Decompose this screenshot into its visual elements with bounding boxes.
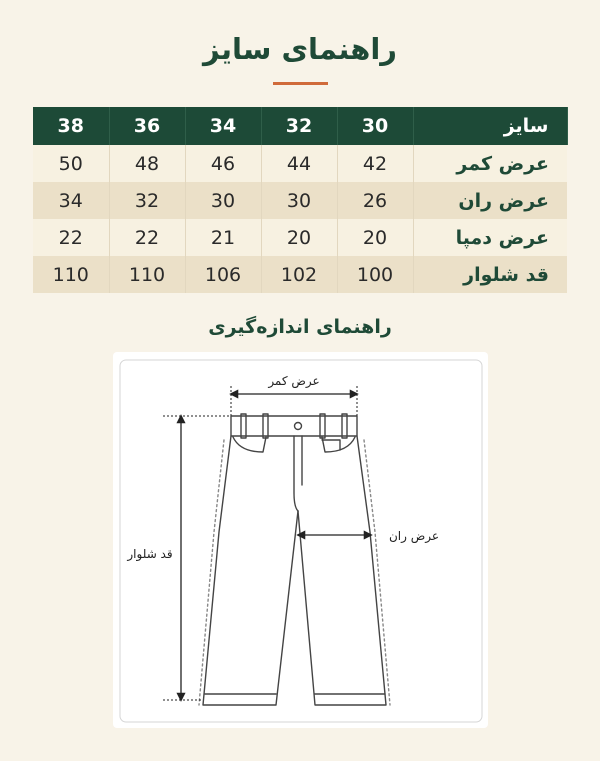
row-label: قد شلوار xyxy=(413,256,567,293)
table-cell: 26 xyxy=(337,182,413,219)
row-label: عرض ران xyxy=(413,182,567,219)
header-size-36: 36 xyxy=(109,107,185,145)
title-underline xyxy=(273,82,328,85)
table-cell: 50 xyxy=(33,145,109,182)
measurement-diagram xyxy=(113,352,488,728)
table-cell: 21 xyxy=(185,219,261,256)
table-cell: 44 xyxy=(261,145,337,182)
button-icon xyxy=(295,423,302,430)
table-cell: 46 xyxy=(185,145,261,182)
table-cell: 100 xyxy=(337,256,413,293)
thigh-label: عرض ران xyxy=(388,529,440,543)
header-label: سایز xyxy=(413,107,567,145)
table-cell: 42 xyxy=(337,145,413,182)
waist-label: عرض کمر xyxy=(268,374,320,388)
header-size-30: 30 xyxy=(337,107,413,145)
table-cell: 102 xyxy=(261,256,337,293)
table-cell: 30 xyxy=(185,182,261,219)
table-header-row xyxy=(33,107,567,145)
header-size-32: 32 xyxy=(261,107,337,145)
page-title: راهنمای سایز xyxy=(203,32,397,66)
table-cell: 22 xyxy=(33,219,109,256)
pants-outline xyxy=(199,414,390,705)
table-cell: 34 xyxy=(33,182,109,219)
table-row xyxy=(33,256,567,293)
table-cell: 20 xyxy=(337,219,413,256)
table-cell: 106 xyxy=(185,256,261,293)
table-cell: 30 xyxy=(261,182,337,219)
measurement-guide-title: راهنمای اندازه‌گیری xyxy=(208,316,392,338)
table-cell: 32 xyxy=(109,182,185,219)
table-row xyxy=(33,182,567,219)
table-cell: 110 xyxy=(109,256,185,293)
table-cell: 20 xyxy=(261,219,337,256)
pants-diagram-svg xyxy=(113,352,488,728)
header-size-34: 34 xyxy=(185,107,261,145)
length-label: قد شلوار xyxy=(127,547,173,561)
header-size-38: 38 xyxy=(33,107,109,145)
table-cell: 48 xyxy=(109,145,185,182)
table-row xyxy=(33,219,567,256)
row-label: عرض کمر xyxy=(413,145,567,182)
table-cell: 110 xyxy=(33,256,109,293)
table-cell: 22 xyxy=(109,219,185,256)
table-row xyxy=(33,145,567,182)
row-label: عرض دمپا xyxy=(413,219,567,256)
size-table xyxy=(33,107,568,293)
